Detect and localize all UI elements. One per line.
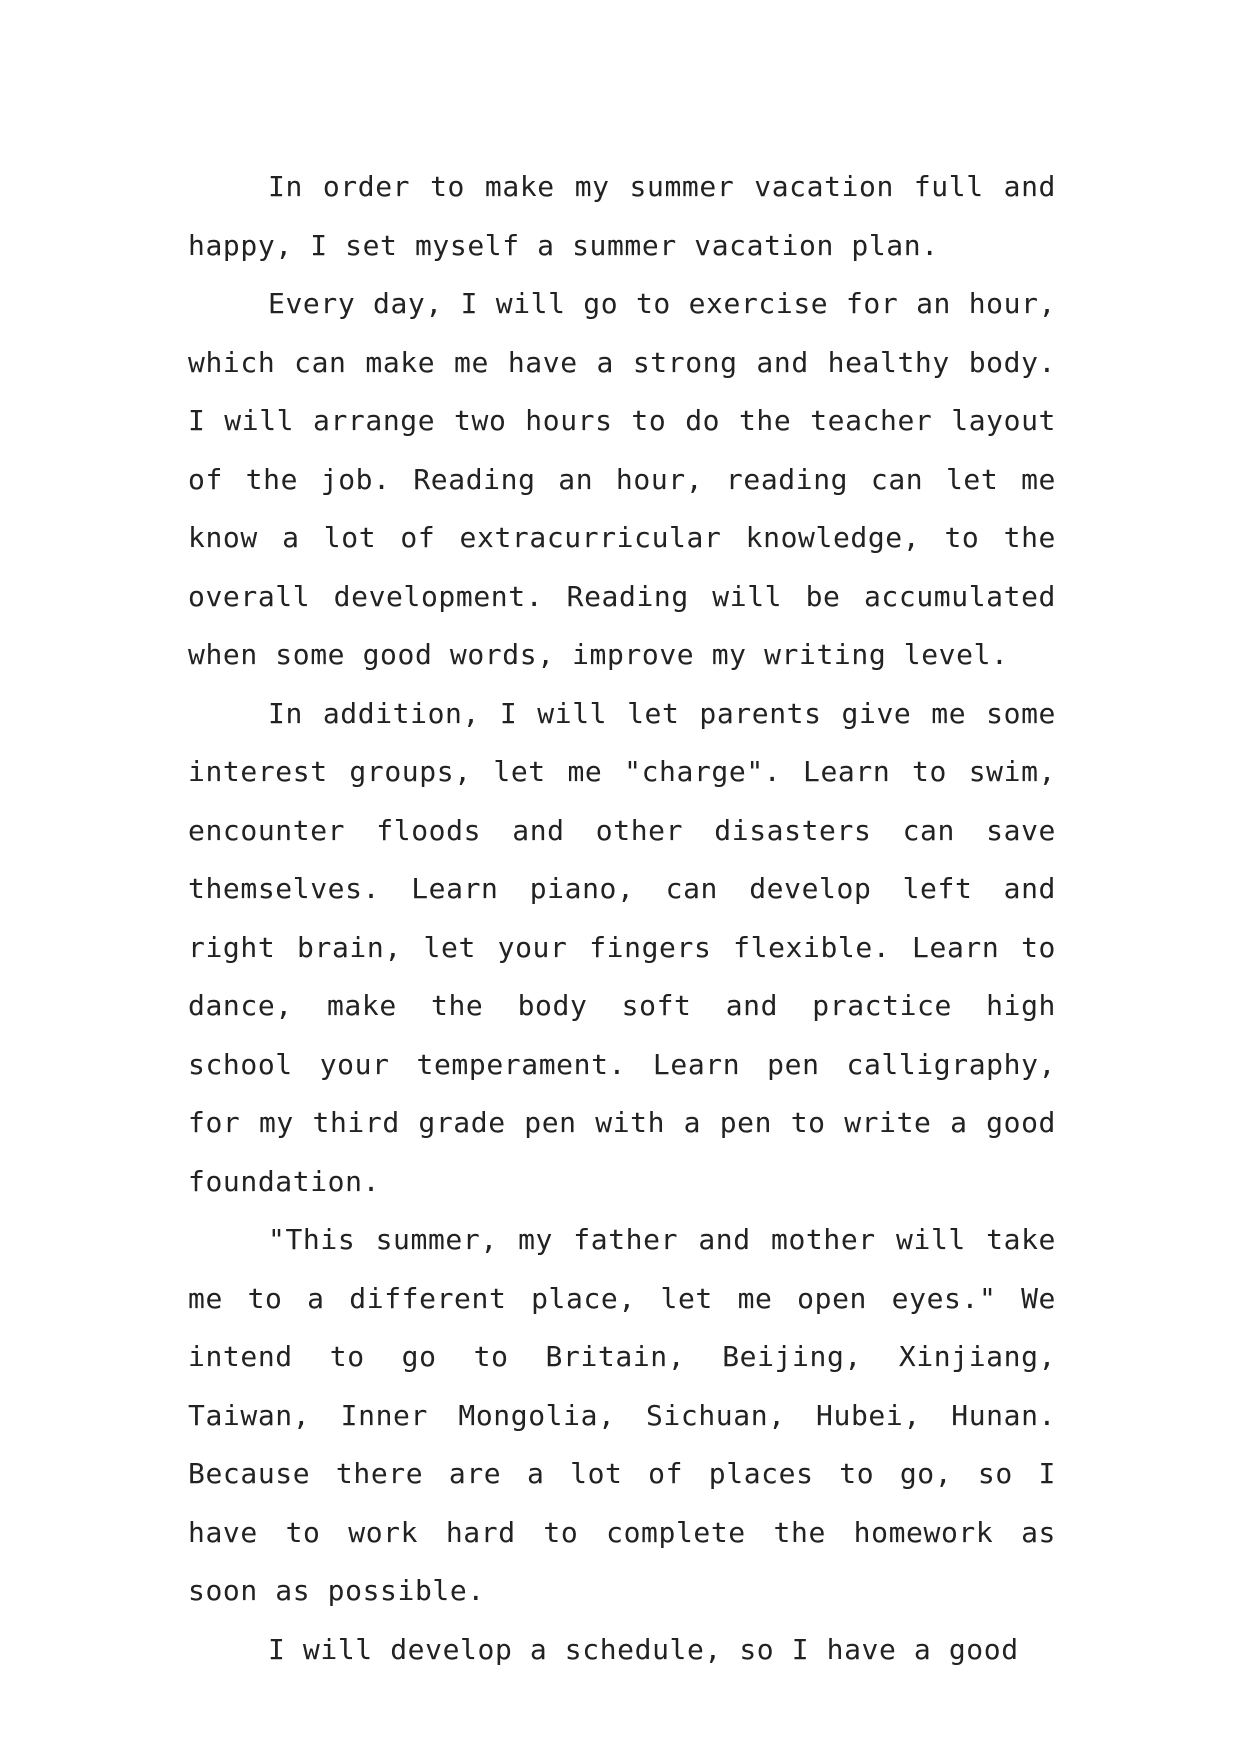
paragraph-1: In order to make my summer vacation full and happy, I set myself a summer vacation plan. (188, 170, 1056, 262)
paragraph-5: I will develop a schedule, so I have a good (268, 1632, 1019, 1666)
paragraph-2: Every day, I will go to exercise for an hour, which can make me have a strong and healthy body. I will arrange two hours to do the teacher layout of the job. Reading an hour, reading can let me know a lot of extracurricular knowledge, to the overall development. Reading will be accumulated when some good words, improve my writing level. (188, 287, 1056, 671)
document-body (188, 158, 1056, 1679)
paragraph-4: "This summer, my father and mother will take me to a different place, let me open eyes." We intend to go to Britain, Beijing, Xinjiang, Taiwan, Inner Mongolia, Sichuan, Hubei, Hunan. Because there are a lot of places to go, so I have to work hard to complete the homework as soon as possible. (188, 1223, 1056, 1607)
paragraph-3: In addition, I will let parents give me some interest groups, let me "charge". Learn to swim, encounter floods and other disasters can save themselves. Learn piano, can develop left and right brain, let your fingers flexible. Learn to dance, make the body soft and practice high school your temperament. Learn pen calligraphy, for my third grade pen with a pen to write a good foundation. (188, 696, 1056, 1198)
